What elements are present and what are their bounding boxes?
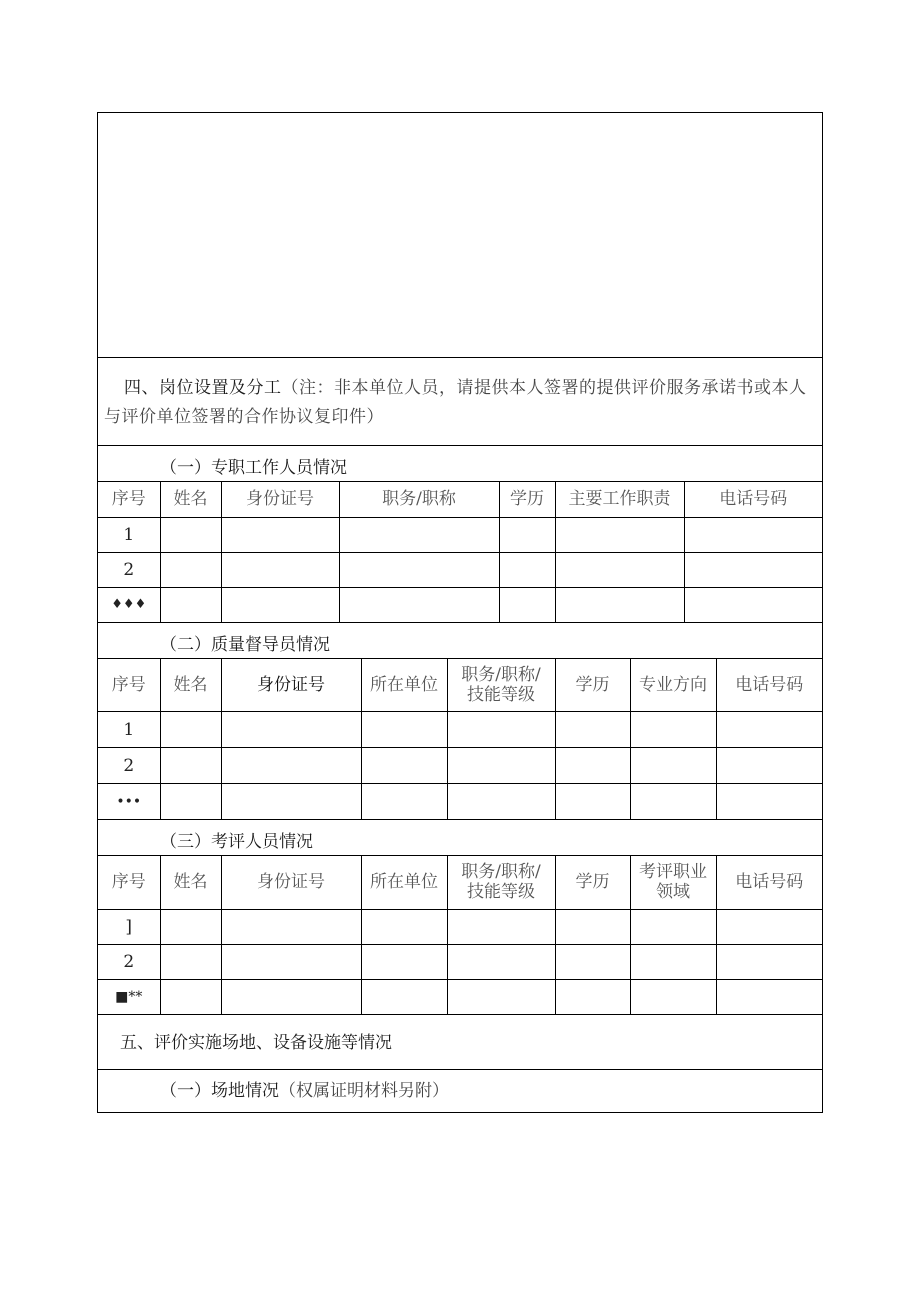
supervisors-cell-phone[interactable] <box>716 784 822 820</box>
table-row <box>98 552 822 587</box>
supervisors-col-name: 姓名 <box>160 659 221 712</box>
assessors-col-phone: 电话号码 <box>716 856 822 909</box>
staff-row-index: 2 <box>98 552 160 587</box>
staff-cell-education[interactable] <box>499 552 555 587</box>
table-row <box>98 784 822 820</box>
venue-subheading <box>98 1070 822 1114</box>
supervisors-col-position-line1: 职务/职称/ <box>461 664 541 685</box>
assessors-cell-unit[interactable] <box>361 909 447 944</box>
supervisors-header-row <box>98 659 822 712</box>
table-row <box>98 587 822 622</box>
staff-cell-education[interactable] <box>499 517 555 552</box>
assessors-col-position-line1: 职务/职称/ <box>461 862 541 883</box>
supervisors-row-index: 1 <box>98 712 160 748</box>
assessors-row-index: 2 <box>98 944 160 979</box>
staff-cell-duties[interactable] <box>555 517 684 552</box>
blank-area <box>98 113 822 358</box>
staff-row-index: ♦♦♦ <box>98 587 160 622</box>
supervisors-cell-position[interactable] <box>447 784 555 820</box>
staff-cell-duties[interactable] <box>555 587 684 622</box>
supervisors-col-unit: 所在单位 <box>361 659 447 712</box>
staff-cell-education[interactable] <box>499 587 555 622</box>
assessors-col-education: 学历 <box>555 856 630 909</box>
assessors-cell-position[interactable] <box>447 979 555 1014</box>
supervisors-cell-specialty[interactable] <box>630 748 716 784</box>
assessors-cell-field[interactable] <box>630 944 716 979</box>
staff-cell-name[interactable] <box>160 552 221 587</box>
assessors-cell-position[interactable] <box>447 944 555 979</box>
assessors-cell-name[interactable] <box>160 979 221 1014</box>
staff-cell-id[interactable] <box>221 552 339 587</box>
staff-cell-phone[interactable] <box>684 587 822 622</box>
staff-cell-position[interactable] <box>339 587 499 622</box>
assessors-cell-field[interactable] <box>630 909 716 944</box>
staff-col-index: 序号 <box>98 482 160 517</box>
supervisors-cell-education[interactable] <box>555 712 630 748</box>
staff-cell-name[interactable] <box>160 517 221 552</box>
venue-note: （权属证明材料另附） <box>279 1080 449 1101</box>
staff-subheading: （一）专职工作人员情况 <box>98 446 822 482</box>
section-4-note: （注：非本单位人员，请提供本人签署的提供评价服务承诺书或本人与评价单位签署的合作协议复印件） <box>104 378 807 427</box>
assessors-col-field-line1: 考评职业 <box>639 862 707 883</box>
section-4-title: 四、岗位设置及分工 <box>124 378 282 398</box>
assessors-cell-unit[interactable] <box>361 944 447 979</box>
assessors-col-id: 身份证号 <box>221 856 361 909</box>
staff-cell-duties[interactable] <box>555 552 684 587</box>
assessors-cell-name[interactable] <box>160 909 221 944</box>
supervisors-col-education: 学历 <box>555 659 630 712</box>
staff-col-id: 身份证号 <box>221 482 339 517</box>
supervisors-cell-unit[interactable] <box>361 748 447 784</box>
staff-row-index: 1 <box>98 517 160 552</box>
supervisors-cell-unit[interactable] <box>361 712 447 748</box>
assessors-cell-phone[interactable] <box>716 944 822 979</box>
assessors-cell-education[interactable] <box>555 944 630 979</box>
venue-title: （一）场地情况 <box>160 1080 279 1101</box>
table-row <box>98 979 822 1014</box>
supervisors-cell-education[interactable] <box>555 748 630 784</box>
supervisors-col-position-line2: 技能等级 <box>467 684 535 705</box>
supervisors-cell-name[interactable] <box>160 784 221 820</box>
supervisors-col-phone: 电话号码 <box>716 659 822 712</box>
assessors-col-unit: 所在单位 <box>361 856 447 909</box>
assessors-cell-name[interactable] <box>160 944 221 979</box>
assessors-col-position <box>447 856 555 909</box>
supervisors-col-index: 序号 <box>98 659 160 712</box>
supervisors-cell-id[interactable] <box>221 748 361 784</box>
assessors-cell-field[interactable] <box>630 979 716 1014</box>
assessors-header-row <box>98 856 822 909</box>
staff-col-education: 学历 <box>499 482 555 517</box>
assessors-cell-education[interactable] <box>555 909 630 944</box>
table-row <box>98 517 822 552</box>
staff-cell-id[interactable] <box>221 587 339 622</box>
assessors-cell-education[interactable] <box>555 979 630 1014</box>
assessors-col-name: 姓名 <box>160 856 221 909</box>
supervisors-cell-specialty[interactable] <box>630 784 716 820</box>
staff-cell-id[interactable] <box>221 517 339 552</box>
staff-cell-phone[interactable] <box>684 552 822 587</box>
table-row <box>98 909 822 944</box>
supervisors-col-specialty: 专业方向 <box>630 659 716 712</box>
supervisors-cell-position[interactable] <box>447 712 555 748</box>
table-row <box>98 944 822 979</box>
supervisors-cell-phone[interactable] <box>716 748 822 784</box>
assessors-cell-id[interactable] <box>221 944 361 979</box>
staff-cell-position[interactable] <box>339 552 499 587</box>
assessors-cell-phone[interactable] <box>716 979 822 1014</box>
supervisors-cell-position[interactable] <box>447 748 555 784</box>
staff-col-duties: 主要工作职责 <box>555 482 684 517</box>
form-document <box>97 112 823 1113</box>
assessors-row-index: ] <box>98 909 160 944</box>
assessors-cell-id[interactable] <box>221 909 361 944</box>
supervisors-cell-name[interactable] <box>160 712 221 748</box>
assessors-col-position-line2: 技能等级 <box>467 882 535 903</box>
supervisors-row-index: ••• <box>98 784 160 820</box>
supervisors-cell-education[interactable] <box>555 784 630 820</box>
assessors-subheading: （三）考评人员情况 <box>98 820 822 856</box>
assessors-table <box>98 856 822 1015</box>
staff-table <box>98 482 822 623</box>
staff-cell-position[interactable] <box>339 517 499 552</box>
section-5-header: 五、评价实施场地、设备设施等情况 <box>98 1015 822 1070</box>
assessors-col-index: 序号 <box>98 856 160 909</box>
supervisors-cell-id[interactable] <box>221 784 361 820</box>
assessors-cell-id[interactable] <box>221 979 361 1014</box>
assessors-cell-phone[interactable] <box>716 909 822 944</box>
supervisors-col-position <box>447 659 555 712</box>
supervisors-subheading: （二）质量督导员情况 <box>98 623 822 659</box>
staff-header-row <box>98 482 822 517</box>
staff-cell-name[interactable] <box>160 587 221 622</box>
supervisors-cell-name[interactable] <box>160 748 221 784</box>
staff-cell-phone[interactable] <box>684 517 822 552</box>
supervisors-table <box>98 659 822 821</box>
assessors-row-index: ■** <box>98 979 160 1014</box>
supervisors-cell-phone[interactable] <box>716 712 822 748</box>
staff-col-name: 姓名 <box>160 482 221 517</box>
section-4-header <box>98 358 822 446</box>
assessors-cell-position[interactable] <box>447 909 555 944</box>
supervisors-row-index: 2 <box>98 748 160 784</box>
staff-col-position: 职务/职称 <box>339 482 499 517</box>
supervisors-cell-unit[interactable] <box>361 784 447 820</box>
staff-col-phone: 电话号码 <box>684 482 822 517</box>
supervisors-col-id: 身份证号 <box>221 659 361 712</box>
assessors-col-field-line2: 领域 <box>656 882 690 903</box>
assessors-col-field <box>630 856 716 909</box>
supervisors-cell-id[interactable] <box>221 712 361 748</box>
supervisors-cell-specialty[interactable] <box>630 712 716 748</box>
table-row <box>98 748 822 784</box>
assessors-cell-unit[interactable] <box>361 979 447 1014</box>
table-row <box>98 712 822 748</box>
